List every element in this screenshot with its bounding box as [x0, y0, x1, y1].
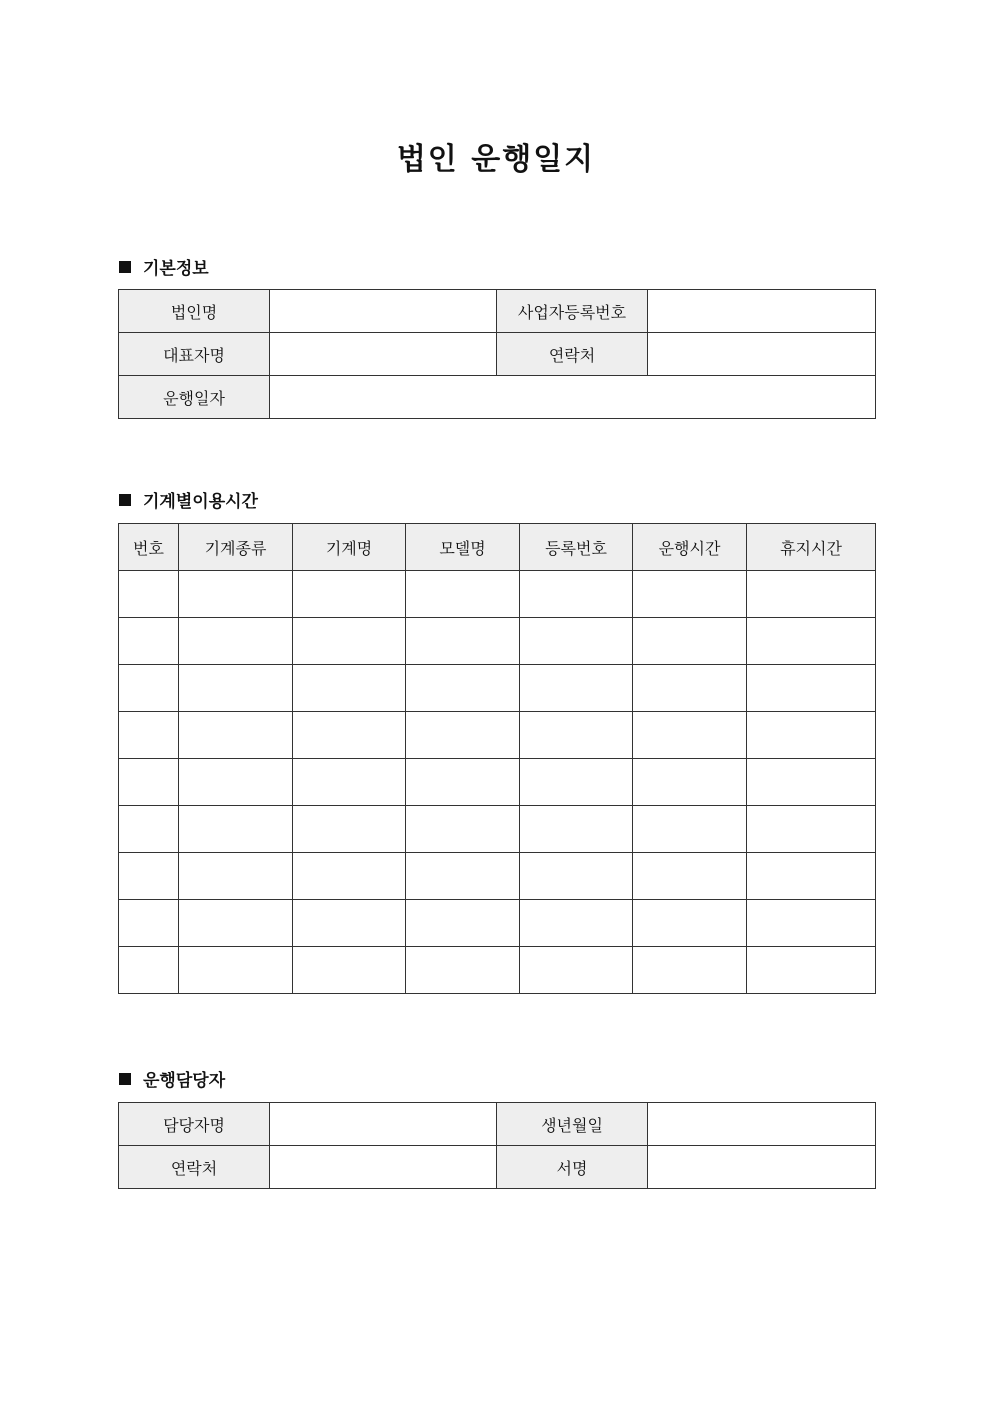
table-cell[interactable]	[406, 571, 520, 618]
ceo-name-field[interactable]	[270, 333, 497, 376]
table-cell[interactable]	[406, 900, 520, 947]
table-cell[interactable]	[179, 853, 293, 900]
operation-date-label: 운행일자	[119, 376, 270, 419]
table-row	[119, 571, 876, 618]
section-heading-text: 운행담당자	[143, 1071, 226, 1091]
table-row	[119, 1146, 876, 1189]
page-title: 법인 운행일지	[396, 142, 596, 177]
table-cell[interactable]	[633, 712, 747, 759]
table-cell[interactable]	[633, 806, 747, 853]
table-cell[interactable]	[293, 618, 406, 665]
biz-reg-number-field[interactable]	[648, 290, 876, 333]
square-bullet-icon	[119, 261, 131, 273]
column-header: 번호	[119, 524, 179, 571]
table-cell[interactable]	[633, 571, 747, 618]
table-cell[interactable]	[633, 853, 747, 900]
table-cell[interactable]	[293, 712, 406, 759]
table-cell[interactable]	[747, 571, 876, 618]
table-cell[interactable]	[179, 712, 293, 759]
table-row	[119, 333, 876, 376]
table-cell[interactable]	[119, 806, 179, 853]
column-header: 운행시간	[633, 524, 747, 571]
section-heading-text: 기계별이용시간	[143, 492, 258, 512]
square-bullet-icon	[119, 494, 131, 506]
table-cell[interactable]	[520, 665, 633, 712]
table-cell[interactable]	[520, 712, 633, 759]
table-cell[interactable]	[747, 806, 876, 853]
table-cell[interactable]	[179, 759, 293, 806]
table-cell[interactable]	[179, 806, 293, 853]
column-header: 기계명	[293, 524, 406, 571]
table-row	[119, 712, 876, 759]
table-row	[119, 290, 876, 333]
birth-date-label: 생년월일	[497, 1103, 648, 1146]
section-manager-heading	[119, 1066, 225, 1091]
birth-date-field[interactable]	[648, 1103, 876, 1146]
column-header: 기계종류	[179, 524, 293, 571]
table-cell[interactable]	[293, 900, 406, 947]
table-cell[interactable]	[179, 618, 293, 665]
contact-label: 연락처	[497, 333, 648, 376]
table-cell[interactable]	[747, 759, 876, 806]
table-cell[interactable]	[293, 947, 406, 994]
section-basic-info-heading	[119, 254, 209, 279]
table-cell[interactable]	[747, 900, 876, 947]
manager-name-label: 담당자명	[119, 1103, 270, 1146]
table-cell[interactable]	[747, 665, 876, 712]
table-header-row	[119, 524, 876, 571]
table-cell[interactable]	[406, 712, 520, 759]
corp-name-field[interactable]	[270, 290, 497, 333]
table-row	[119, 947, 876, 994]
manager-table	[118, 1102, 876, 1189]
square-bullet-icon	[119, 1073, 131, 1085]
table-cell[interactable]	[406, 665, 520, 712]
table-cell[interactable]	[179, 900, 293, 947]
column-header: 모델명	[406, 524, 520, 571]
table-cell[interactable]	[633, 759, 747, 806]
manager-name-field[interactable]	[270, 1103, 497, 1146]
table-cell[interactable]	[520, 571, 633, 618]
operation-date-field[interactable]	[270, 376, 876, 419]
biz-reg-number-label: 사업자등록번호	[497, 290, 648, 333]
table-cell[interactable]	[633, 618, 747, 665]
table-row	[119, 806, 876, 853]
table-cell[interactable]	[520, 618, 633, 665]
signature-field[interactable]	[648, 1146, 876, 1189]
corp-name-label: 법인명	[119, 290, 270, 333]
table-cell[interactable]	[119, 853, 179, 900]
machine-usage-table	[118, 523, 876, 994]
table-cell[interactable]	[520, 853, 633, 900]
table-cell[interactable]	[520, 900, 633, 947]
table-cell[interactable]	[293, 571, 406, 618]
signature-label: 서명	[497, 1146, 648, 1189]
table-cell[interactable]	[520, 947, 633, 994]
section-heading-text: 기본정보	[143, 259, 209, 279]
table-cell[interactable]	[633, 947, 747, 994]
table-cell[interactable]	[119, 759, 179, 806]
table-row	[119, 665, 876, 712]
ceo-name-label: 대표자명	[119, 333, 270, 376]
basic-info-table	[118, 289, 876, 419]
table-cell[interactable]	[406, 947, 520, 994]
manager-contact-field[interactable]	[270, 1146, 497, 1189]
table-row	[119, 900, 876, 947]
contact-field[interactable]	[648, 333, 876, 376]
table-cell[interactable]	[119, 900, 179, 947]
table-cell[interactable]	[406, 618, 520, 665]
table-cell[interactable]	[406, 806, 520, 853]
table-cell[interactable]	[293, 853, 406, 900]
table-cell[interactable]	[119, 618, 179, 665]
table-row	[119, 376, 876, 419]
table-cell[interactable]	[406, 759, 520, 806]
manager-contact-label: 연락처	[119, 1146, 270, 1189]
table-cell[interactable]	[747, 947, 876, 994]
table-row	[119, 1103, 876, 1146]
table-cell[interactable]	[119, 665, 179, 712]
table-row	[119, 759, 876, 806]
table-cell[interactable]	[293, 806, 406, 853]
section-machine-usage-heading	[119, 487, 258, 512]
table-cell[interactable]	[179, 665, 293, 712]
table-cell[interactable]	[119, 571, 179, 618]
table-cell[interactable]	[119, 712, 179, 759]
table-cell[interactable]	[520, 806, 633, 853]
table-cell[interactable]	[520, 759, 633, 806]
table-row	[119, 618, 876, 665]
table-cell[interactable]	[633, 665, 747, 712]
table-cell[interactable]	[747, 712, 876, 759]
table-cell[interactable]	[633, 900, 747, 947]
table-cell[interactable]	[179, 571, 293, 618]
table-cell[interactable]	[747, 853, 876, 900]
table-cell[interactable]	[293, 759, 406, 806]
table-cell[interactable]	[747, 618, 876, 665]
column-header: 등록번호	[520, 524, 633, 571]
table-cell[interactable]	[179, 947, 293, 994]
table-cell[interactable]	[406, 853, 520, 900]
table-cell[interactable]	[119, 947, 179, 994]
table-row	[119, 853, 876, 900]
table-cell[interactable]	[293, 665, 406, 712]
column-header: 휴지시간	[747, 524, 876, 571]
